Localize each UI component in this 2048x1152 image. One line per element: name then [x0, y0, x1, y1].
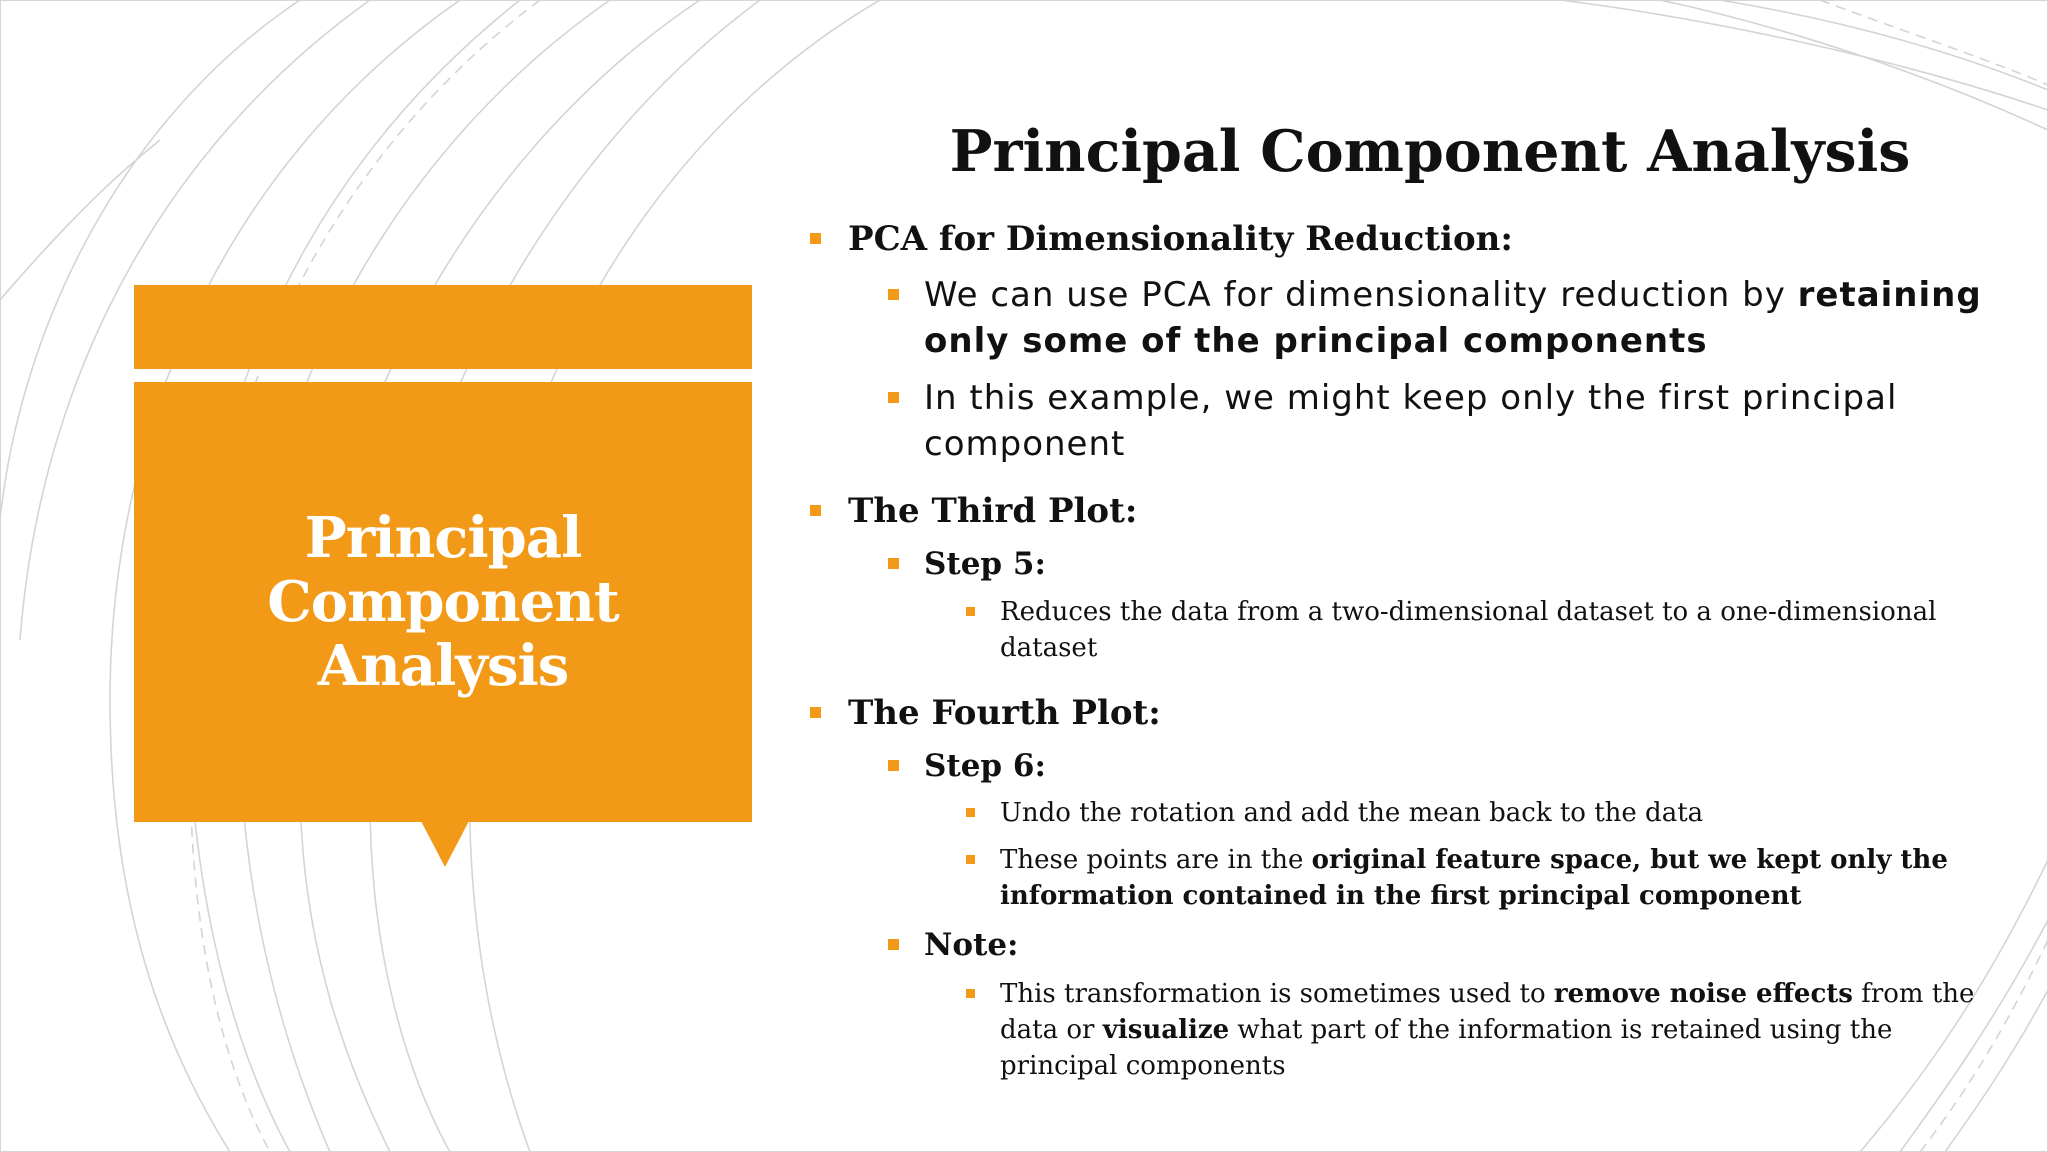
square-bullet-icon	[888, 760, 899, 771]
bullet-text-plain: from the data or	[1000, 979, 1975, 1045]
callout-title-line-2: Component	[267, 569, 619, 635]
callout-accent-bar	[134, 285, 752, 369]
square-bullet-icon	[810, 707, 821, 718]
callout-box	[134, 382, 752, 822]
bullet-text: Reduces the data from a two-dimensional dataset to a one-dimensional dataset	[1000, 597, 1937, 663]
square-bullet-icon	[888, 939, 899, 950]
bullet-text: Undo the rotation and add the mean back to the data	[1000, 798, 1704, 828]
bullet-label: The Fourth Plot:	[848, 693, 1161, 733]
bullet-text-bold: original feature space, but we kept only the information contained in the first principal component	[1000, 845, 1948, 911]
callout-title-line-1: Principal	[304, 505, 582, 571]
bullet-text-plain: These points are in the	[1000, 845, 1312, 875]
square-bullet-icon	[966, 607, 975, 616]
bullet-text-bold: retaining only some of the principal components	[924, 275, 1982, 361]
slide-title: Principal Component Analysis	[949, 118, 1911, 185]
bullet-text	[1000, 976, 2000, 1084]
bullet-text: In this example, we might keep only the first principal component	[924, 378, 1898, 464]
callout-title	[213, 506, 673, 698]
bullet-text-plain: what part of the information is retained using the principal components	[1000, 1015, 1893, 1081]
bullet-text	[1000, 842, 2000, 914]
bullet-label: Step 6:	[924, 748, 1046, 784]
bullet-label: The Third Plot:	[848, 491, 1138, 531]
bullet-label: PCA for Dimensionality Reduction:	[848, 219, 1513, 259]
square-bullet-icon	[888, 558, 899, 569]
bullet-text-plain: We can use PCA for dimensionality reduction by	[924, 275, 1798, 315]
square-bullet-icon	[966, 808, 975, 817]
square-bullet-icon	[810, 233, 821, 244]
bullet-label: Step 5:	[924, 546, 1046, 582]
square-bullet-icon	[966, 989, 975, 998]
bullet-text-plain: This transformation is sometimes used to	[1000, 979, 1554, 1009]
bullet-text-bold: remove noise effects	[1553, 979, 1853, 1009]
square-bullet-icon	[966, 855, 975, 864]
bullet-text-bold: visualize	[1102, 1015, 1230, 1045]
callout-pointer	[421, 821, 469, 867]
callout-title-line-3: Analysis	[317, 633, 569, 699]
square-bullet-icon	[888, 289, 899, 300]
square-bullet-icon	[810, 505, 821, 516]
bullet-label: Note:	[924, 927, 1019, 963]
bullet-text	[924, 272, 1999, 364]
square-bullet-icon	[888, 392, 899, 403]
